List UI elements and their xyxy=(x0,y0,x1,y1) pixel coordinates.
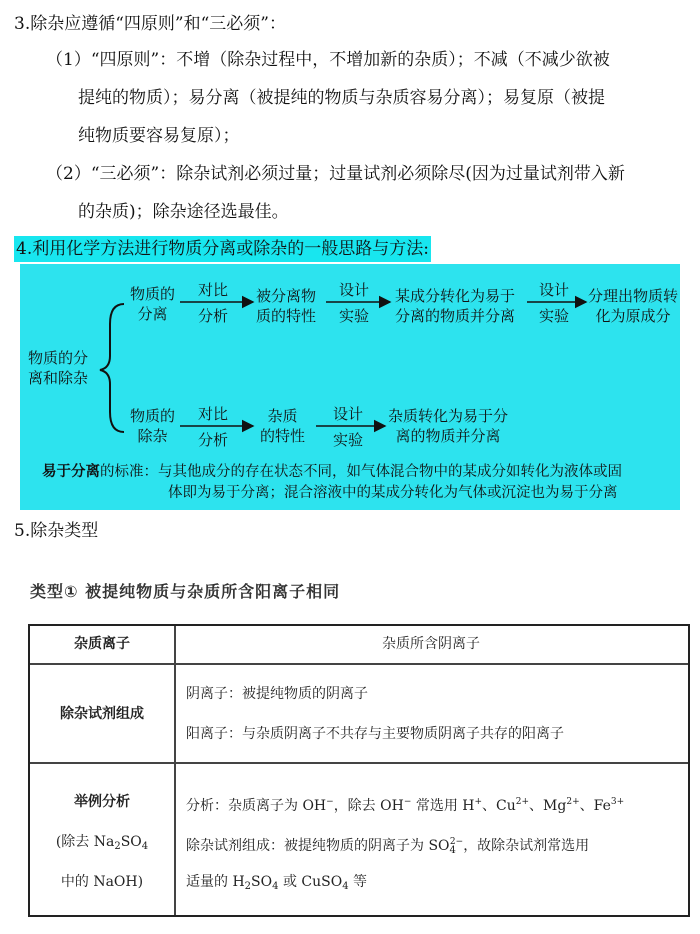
upper-arrow-3-top: 设计 xyxy=(539,281,570,299)
row-1-value: 杂质所含阴离子 xyxy=(382,636,480,652)
section-5-title: 5.除杂类型 xyxy=(14,521,99,541)
row-2-line-1: 阴离子：被提纯物质的阴离子 xyxy=(186,686,368,702)
impurity-type-table xyxy=(28,624,690,917)
root-node: 物质的分 离和除杂 xyxy=(28,349,89,387)
upper-arrow-2-bottom: 实验 xyxy=(339,307,370,325)
row-3-sub-1: (除去 $Na_2SO_4$ xyxy=(55,834,149,852)
four-principles-line-2: 提纯的物质）；易分离（被提纯的物质与杂质容易分离）；易复原（被提 xyxy=(78,88,605,108)
column-divider xyxy=(174,626,176,915)
upper-arrow-1-bottom: 分析 xyxy=(198,307,229,325)
row-3-sub-2: 中的 NaOH) xyxy=(60,874,144,890)
upper-start-node: 物质的 分离 xyxy=(130,285,176,323)
reagent-line-2: 适量的 $H_2SO_4$ 或 CuSO$_4$ 等 xyxy=(186,874,368,892)
three-musts-line-2: 的杂质)；除杂途径选最佳。 xyxy=(78,202,289,222)
lower-node-2: 杂质 的特性 xyxy=(260,407,306,445)
analysis-line: 分析：杂质离子为 OH−，除去 OH− 常选用 H+、$Cu^{2+}$、$Mg^{2+}$、$Fe^{3+}$ xyxy=(186,797,625,814)
upper-node-3: 某成分转化为易于 分离的物质并分离 xyxy=(395,287,516,325)
lower-node-3: 杂质转化为易于分 离的物质并分离 xyxy=(388,407,509,445)
row-divider-2 xyxy=(30,762,688,764)
separation-standard-label: 易于分离 xyxy=(42,464,100,480)
upper-arrow-1-top: 对比 xyxy=(198,281,229,299)
lower-arrow-1-bottom: 分析 xyxy=(198,431,229,449)
four-principles-line-3: 纯物质要容易复原）； xyxy=(78,126,240,146)
separation-standard-line-2: 体即为易于分离；混合溶液中的某成分转化为气体或沉淀也为易于分离 xyxy=(168,485,618,501)
row-2-label: 除杂试剂组成 xyxy=(60,706,144,722)
lower-arrow-2-top: 设计 xyxy=(333,405,364,423)
lower-arrow-2-bottom: 实验 xyxy=(333,431,364,449)
section-3-title: 3.除杂应遵循“四原则”和“三必须”： xyxy=(14,14,286,34)
lower-arrow-1-top: 对比 xyxy=(198,405,229,423)
four-principles-line-1: （1）“四原则”：不增（除杂过程中，不增加新的杂质）；不减（不减少欲被 xyxy=(46,50,610,70)
upper-node-2: 被分离物 质的特性 xyxy=(256,287,317,325)
upper-node-4: 分理出物质转 化为原成分 xyxy=(588,287,679,325)
row-2-line-2: 阳离子：与杂质阴离子不共存与主要物质阴离子共存的阳离子 xyxy=(186,726,564,742)
brace-icon xyxy=(100,304,124,432)
section-4-title: 4.利用化学方法进行物质分离或除杂的一般思路与方法: xyxy=(14,236,431,262)
upper-arrow-2-top: 设计 xyxy=(339,281,370,299)
row-1-label: 杂质离子 xyxy=(74,636,130,652)
three-musts-line-1: （2）“三必须”：除杂试剂必须过量；过量试剂必须除尽(因为过量试剂带入新 xyxy=(46,164,625,184)
flow-diagram xyxy=(20,264,680,510)
upper-arrow-3-bottom: 实验 xyxy=(539,307,570,325)
lower-start-node: 物质的 除杂 xyxy=(130,407,176,445)
row-divider-1 xyxy=(30,663,688,665)
type-1-title: 类型① 被提纯物质与杂质所含阳离子相同 xyxy=(30,582,341,601)
separation-standard-line-1: 易于分离的标准：与其他成分的存在状态不同，如气体混合物中的某成分如转化为液体或固 xyxy=(42,464,622,480)
row-3-label: 举例分析 xyxy=(74,794,130,810)
reagent-line-1: 除杂试剂组成：被提纯物质的阴离子为 $SO_4^{2-}$，故除杂试剂常选用 xyxy=(186,837,590,856)
